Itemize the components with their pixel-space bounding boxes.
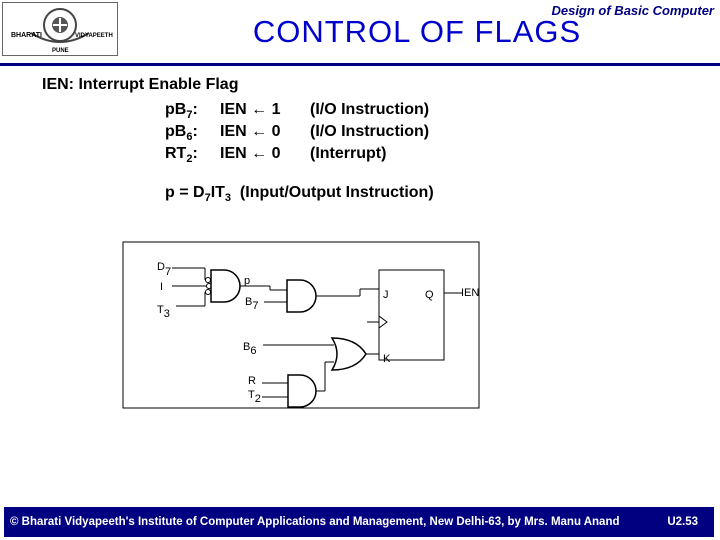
rule-cond-letter: B [174,123,187,140]
eq-lhs: p = D [165,184,205,201]
jk-flip-flop [379,270,444,360]
logo-text-right: VIDYAPEETH [75,33,113,39]
rule-cond-letter: RT [165,145,187,162]
arrow-left-icon: ← [251,145,268,162]
input-i: I [160,281,164,293]
rule-value: 1 [271,101,281,118]
rule-cond: p [165,123,175,140]
rule-cond-sub: 2 [186,153,193,166]
logo-text-left: BHARATI [11,32,42,39]
rule-value: 0 [271,123,281,140]
and-gate-b7 [287,280,316,312]
arrow-left-icon: ← [251,101,268,118]
rule-note: (I/O Instruction) [310,123,430,140]
section-heading: IEN: Interrupt Enable Flag [42,76,239,93]
label-r: R [248,375,256,387]
subject-label: Design of Basic Computer [551,3,714,18]
logo-text-bottom: PUNE [52,48,69,54]
footer-bar [4,507,714,537]
label-p: p [244,275,251,287]
label-b6: B6 [243,341,257,357]
ff-q: Q [425,289,434,301]
rule-row: $RT_2$: [165,145,198,166]
and-gate-p [211,270,240,302]
rule-note: (Interrupt) [310,145,387,162]
rule-cond: p [165,101,175,118]
arrow-left-icon: ← [251,123,268,140]
label-t2: T2 [248,389,261,405]
eq-mid: IT [210,184,225,201]
rule-cond-sub: 6 [186,131,193,144]
eq-t-sub: 3 [224,192,232,205]
rule-lhs: IEN [220,101,247,118]
ff-k: K [383,353,391,365]
rule-lhs: IEN [220,123,247,140]
rule-lhs: IEN [220,145,247,162]
or-gate [332,338,366,370]
rule-cond-sub: 7 [186,109,193,122]
footer-credit: © Bharati Vidyapeeth's Institute of Computer Applications and Management, New Delhi-63, by Mrs. Manu Anand [10,516,620,528]
ff-j: J [383,289,389,301]
slide-title: CONTROL OF FLAGS [252,14,582,49]
eq-note: (Input/Output Instruction) [239,184,434,201]
input-t: T3 [157,304,170,320]
input-d: D7 [157,261,172,278]
rule-row: $pB_7$: [165,101,198,122]
rule-row: $pB_6$: [165,123,198,144]
rule-value: 0 [271,145,281,162]
eq-d-sub: 7 [204,192,211,205]
rule-note: (I/O Instruction) [310,101,430,118]
and-gate-rt2 [288,375,316,407]
rule-cond-letter: B [174,101,187,118]
label-b7: B7 [245,296,259,312]
output-ien: IEN [461,287,480,299]
page-number: U2.53 [667,516,698,528]
